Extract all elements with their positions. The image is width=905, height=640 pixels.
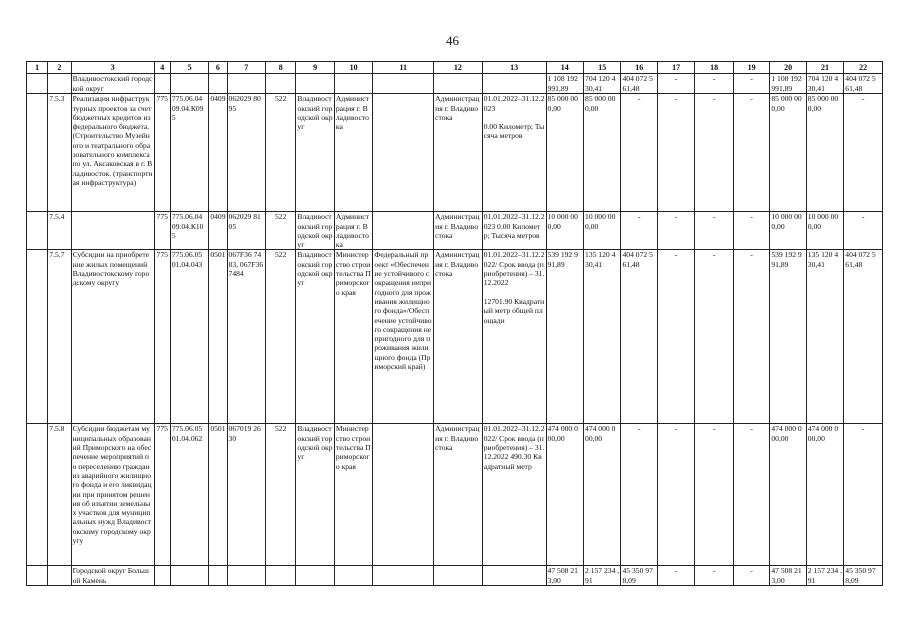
column-header-13: 13 xyxy=(482,62,546,74)
table-cell-col-15: 135 120 4 30,41 xyxy=(584,250,621,424)
column-header-17: 17 xyxy=(657,62,694,74)
table-cell-col-20: 85 000 00 0,00 xyxy=(770,94,806,212)
table-cell-col-10: Министерство строительства Приморского края xyxy=(334,250,372,424)
table-cell-col-11 xyxy=(373,94,434,212)
column-header-8: 8 xyxy=(266,62,296,74)
table-cell-col-17: - xyxy=(657,566,694,586)
table-cell-col-19: - xyxy=(733,74,769,94)
table-cell-col-4: 775 xyxy=(154,212,170,250)
table-cell-col-15: 85 000 00 0,00 xyxy=(584,94,621,212)
table-cell-col-3: Субсидии на приобретение жилых помещений Владивостокскому городскому округу xyxy=(71,250,154,424)
table-cell-col-16: 45 350 97 8,09 xyxy=(621,566,657,586)
table-cell-col-6: 0501 xyxy=(209,424,227,566)
table-cell-col-2: 7.5.4 xyxy=(48,212,71,250)
table-cell-col-9: Владивостокский городской округ xyxy=(296,424,334,566)
table-cell-col-1 xyxy=(27,250,48,424)
table-cell-col-15: 704 120 4 30,41 xyxy=(584,74,621,94)
table-cell-col-11: Федеральный проект «Обеспечение устойчивого сокращения непригодного для проживания жилищного фонда»/Обеспечение устойчивого сокращения непригодного для проживания жилищного фонда (Приморский край) xyxy=(373,250,434,424)
table-cell-col-21: 704 120 4 30,41 xyxy=(806,74,843,94)
table-cell-col-10: Министерство строительства Приморского края xyxy=(334,424,372,566)
table-cell-col-21: 85 000 00 0,00 xyxy=(806,94,843,212)
column-header-15: 15 xyxy=(584,62,621,74)
table-cell-col-13: 01.01.2022–31.12.2022/ Срок ввода (приобретения) – 31.12.2022 12701.90 Квадратный метр общей площади xyxy=(482,250,546,424)
table-cell-col-19: - xyxy=(733,566,769,586)
column-header-4: 4 xyxy=(154,62,170,74)
table-cell-col-7 xyxy=(227,566,265,586)
column-header-11: 11 xyxy=(373,62,434,74)
table-cell-col-15: 474 000 0 00,00 xyxy=(584,424,621,566)
table-cell-col-16: 404 072 5 61,48 xyxy=(621,74,657,94)
table-cell-col-9: Владивостокский городской округ xyxy=(296,250,334,424)
table-cell-col-18: - xyxy=(695,74,733,94)
table-cell-col-17: - xyxy=(657,94,694,212)
table-cell-col-19: - xyxy=(733,250,769,424)
table-cell-col-14: 85 000 00 0,00 xyxy=(546,94,583,212)
table-cell-col-3: Реализация инфраструктурных проектов за счет бюджетных кредитов из федерального бюджета. (Строительство Музейного и театрального образовательного комплекса по ул. Аксаковская в г. Владивосток. (транспортная инфраструктура) xyxy=(71,94,154,212)
page-number: 46 xyxy=(446,33,459,48)
column-header-9: 9 xyxy=(296,62,334,74)
table-cell-col-2 xyxy=(48,566,71,586)
table-cell-col-6 xyxy=(209,566,227,586)
table-cell-col-14: 474 000 0 00,00 xyxy=(546,424,583,566)
table-cell-col-8: 522 xyxy=(266,424,296,566)
column-header-12: 12 xyxy=(434,62,483,74)
table-cell-col-8: 522 xyxy=(266,94,296,212)
table-cell-col-1 xyxy=(27,424,48,566)
table-cell-col-12: Администрация г. Владивостока xyxy=(434,424,483,566)
table-cell-col-5: 775.06.04 09.04.К10 5 xyxy=(170,212,208,250)
table-cell-col-11 xyxy=(373,74,434,94)
table-cell-col-13: 01.01.2022–31.12.2023 0.00 Километр; Тысяча метров xyxy=(482,212,546,250)
table-cell-col-2 xyxy=(48,74,71,94)
table-cell-col-19: - xyxy=(733,212,769,250)
table-cell-col-7: 067019 2630 xyxy=(227,424,265,566)
table-cell-col-5: 775.06.05 01.04.062 xyxy=(170,424,208,566)
table-cell-col-14: 47 508 21 3,00 xyxy=(546,566,583,586)
table-cell-col-5 xyxy=(170,566,208,586)
table-cell-col-8 xyxy=(266,566,296,586)
table-cell-col-12: Администрация г. Владивостока xyxy=(434,94,483,212)
table-body xyxy=(27,74,883,586)
table-cell-col-7: 067F36 7483, 067F36 7484 xyxy=(227,250,265,424)
table-cell-col-8: 522 xyxy=(266,212,296,250)
column-header-19: 19 xyxy=(733,62,769,74)
table-cell-col-14: 539 192 9 91,89 xyxy=(546,250,583,424)
table-cell-col-5: 775.06.05 01.04.043 xyxy=(170,250,208,424)
table-row xyxy=(27,424,883,566)
table-cell-col-16: - xyxy=(621,212,657,250)
table-cell-col-9: Владивостокский городской округ xyxy=(297,212,333,250)
table-cell-col-22: 404 072 5 61,48 xyxy=(844,250,883,424)
column-header-10: 10 xyxy=(334,62,372,74)
column-header-18: 18 xyxy=(695,62,733,74)
table-cell-col-5 xyxy=(170,74,208,94)
table-cell-col-22: - xyxy=(844,94,883,212)
table-cell-col-4 xyxy=(154,74,170,94)
column-header-1: 1 xyxy=(27,62,48,74)
table-cell-col-22: 45 350 97 8,09 xyxy=(844,566,883,586)
table-cell-col-4: 775 xyxy=(154,250,170,424)
table-cell-col-16: - xyxy=(621,424,657,566)
table-cell-col-1 xyxy=(27,74,48,94)
column-header-20: 20 xyxy=(770,62,806,74)
column-header-6: 6 xyxy=(209,62,227,74)
header-row xyxy=(27,62,883,74)
table-cell-col-16: - xyxy=(621,94,657,212)
table-cell-col-13 xyxy=(482,566,546,586)
table-cell-col-13: 01.01.2022–31.12.2022/ Срок ввода (приобретения) – 31.12.2022 490.30 Квадратный метр xyxy=(482,424,546,566)
table-cell-col-12: Администрация г. Владивостока xyxy=(434,212,483,250)
table-cell-col-20: 47 508 21 3,00 xyxy=(770,566,806,586)
table-cell-col-1 xyxy=(27,94,48,212)
table-cell-col-18: - xyxy=(695,566,733,586)
table-cell-col-9 xyxy=(296,566,334,586)
table-row xyxy=(27,94,883,212)
table-cell-col-4: 775 xyxy=(154,94,170,212)
table-cell-col-9 xyxy=(296,74,334,94)
table-cell-col-19: - xyxy=(733,424,769,566)
table-cell-col-14: 1 108 192 991,89 xyxy=(546,74,583,94)
table-cell-col-9: Владивостокский городской округ xyxy=(296,94,334,212)
table-cell-col-4 xyxy=(154,566,170,586)
table-cell-col-18: - xyxy=(695,424,733,566)
table-cell-col-18: - xyxy=(695,94,733,212)
table-cell-col-21: 474 000 0 00,00 xyxy=(806,424,843,566)
table-cell-col-14: 10 000 00 0,00 xyxy=(546,212,583,250)
table-cell-col-11 xyxy=(373,566,434,586)
table-cell-col-15: 2 157 234 ,91 xyxy=(585,566,620,585)
table-cell-col-8: 522 xyxy=(266,250,296,424)
table-cell-col-12: Администрация г. Владивостока xyxy=(434,250,483,424)
table-row xyxy=(27,212,883,250)
table-cell-col-13: 01.01.2022–31.12.2023 0.00 Километр; Тысяча метров xyxy=(482,94,546,212)
table-cell-col-21: 135 120 4 30,41 xyxy=(806,250,843,424)
table-cell-col-17: - xyxy=(657,424,694,566)
table-cell-col-17: - xyxy=(657,250,694,424)
table-cell-col-2: 7.5.3 xyxy=(48,94,71,212)
table-cell-col-13 xyxy=(482,74,546,94)
table-cell-col-12 xyxy=(434,566,483,586)
table-cell-col-12 xyxy=(434,74,483,94)
table-cell-col-18: - xyxy=(695,250,733,424)
table-cell-col-17: - xyxy=(657,74,694,94)
column-header-5: 5 xyxy=(170,62,208,74)
table-cell-col-22: - xyxy=(844,424,883,566)
table-cell-col-19: - xyxy=(733,94,769,212)
table-cell-col-1 xyxy=(27,212,48,250)
table-cell-col-15: 10 000 00 0,00 xyxy=(584,212,621,250)
table-cell-col-20: 474 000 0 00,00 xyxy=(770,424,806,566)
table-cell-col-3: Владивостокский городской округ xyxy=(72,74,153,93)
table-cell-col-7 xyxy=(227,74,265,94)
table-cell-col-3: Субсидии бюджетам муниципальных образований Приморского на обеспечение мероприятий по переселению граждан из аварийного жилищного фонда и его ликвидации при принятом решения об изъятии земельных участков для муниципальных нужд Владивостокскому городскому округу xyxy=(71,424,154,566)
table-cell-col-20: 10 000 00 0,00 xyxy=(770,212,806,250)
table-cell-col-5: 775.06.04 09.04.К09 5 xyxy=(170,94,208,212)
column-header-7: 7 xyxy=(227,62,265,74)
table-cell-col-2: 7.5.7 xyxy=(48,250,71,424)
column-header-21: 21 xyxy=(806,62,843,74)
table-cell-col-1 xyxy=(27,566,48,586)
table-cell-col-6: 0501 xyxy=(209,250,227,424)
table-cell-col-3 xyxy=(71,212,154,250)
table-cell-col-21: 10 000 00 0,00 xyxy=(806,212,843,250)
table-cell-col-6: 0409 xyxy=(209,212,227,250)
column-header-14: 14 xyxy=(546,62,583,74)
column-header-22: 22 xyxy=(844,62,883,74)
column-header-2: 2 xyxy=(48,62,71,74)
table-cell-col-11 xyxy=(373,212,434,250)
table-cell-col-2: 7.5.8 xyxy=(48,424,71,566)
table-cell-col-10: Администрация г. Владивостока xyxy=(334,94,372,212)
table-row xyxy=(27,250,883,424)
table-cell-col-4: 775 xyxy=(154,424,170,566)
table-cell-col-22: - xyxy=(844,212,883,250)
column-header-3: 3 xyxy=(71,62,154,74)
table-cell-col-16: 404 072 5 61,48 xyxy=(621,250,657,424)
column-header-16: 16 xyxy=(621,62,657,74)
table-cell-col-18: - xyxy=(695,212,733,250)
table-cell-col-17: - xyxy=(657,212,694,250)
table-cell-col-10 xyxy=(334,566,372,586)
table-cell-col-10 xyxy=(334,74,372,94)
table-cell-col-20: 1 108 192 991,89 xyxy=(770,74,806,94)
table-cell-col-11 xyxy=(373,424,434,566)
table-row xyxy=(27,566,883,586)
table-cell-col-21: 2 157 234 ,91 xyxy=(807,566,842,585)
table-cell-col-3: Городской округ Большой Камень xyxy=(71,566,154,586)
table-row xyxy=(27,74,883,94)
table-cell-col-10: Администрация г. Владивостока xyxy=(334,212,372,250)
table-cell-col-8 xyxy=(266,74,296,94)
table-cell-col-7: 062029 8095 xyxy=(227,94,265,212)
table-cell-col-6 xyxy=(209,74,227,94)
table-cell-col-6: 0409 xyxy=(209,94,227,212)
budget-table xyxy=(26,61,883,586)
table-cell-col-20: 539 192 9 91,89 xyxy=(770,250,806,424)
table-cell-col-7: 062029 8105 xyxy=(227,212,265,250)
table-cell-col-22: 404 072 5 61,48 xyxy=(844,74,883,94)
